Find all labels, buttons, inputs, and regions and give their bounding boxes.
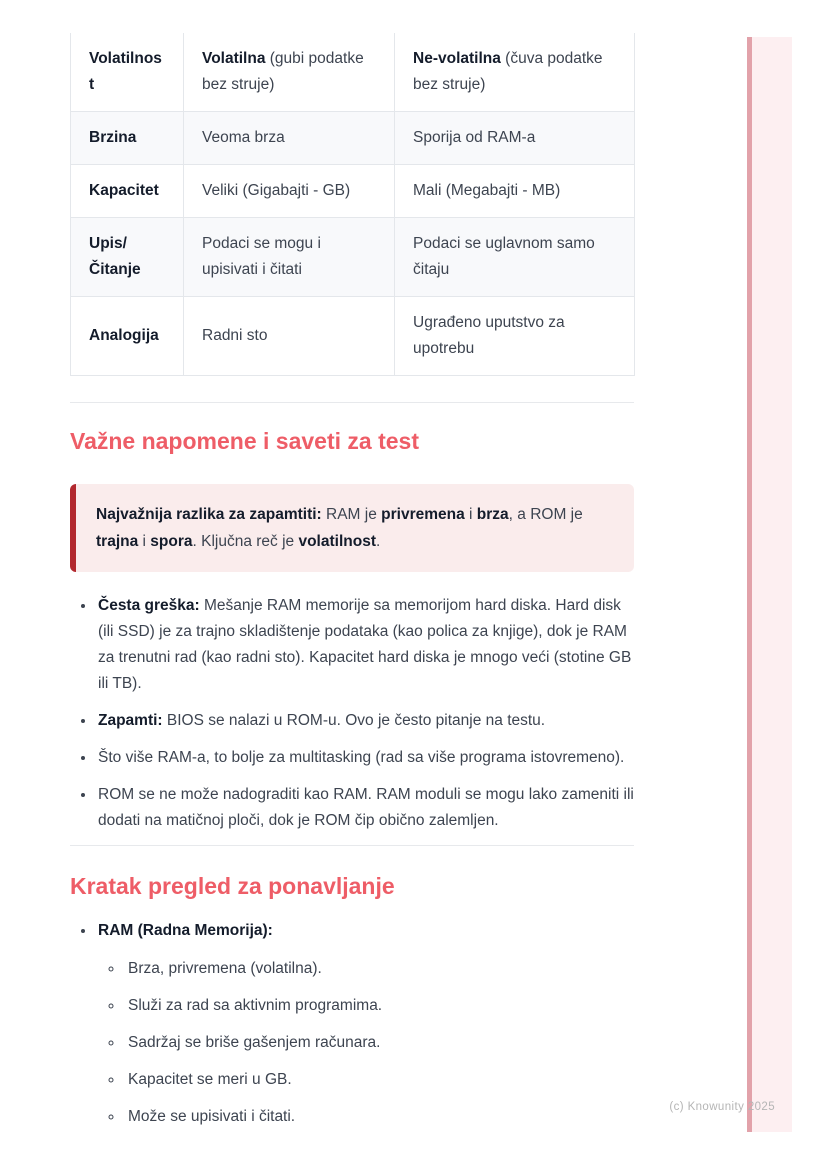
notes-list (70, 593, 634, 834)
ram-cell: Veoma brza (184, 112, 395, 165)
feature-cell: Brzina (71, 112, 184, 165)
summary-item-label: RAM (Radna Memorija): (98, 922, 273, 939)
feature-cell: Volatilnost (71, 33, 184, 112)
summary-item (96, 918, 634, 1130)
ram-cell: Volatilna (gubi podatke bez struje) (184, 33, 395, 112)
note-item: • Zapamti: BIOS se nalazi u ROM-u. Ovo je često pitanje na testu. (96, 708, 634, 734)
note-item: • ROM se ne može nadograditi kao RAM. RAM moduli se mogu lako zameniti ili dodati na matičnoj ploči, dok je ROM čip obično zalemljen. (96, 782, 634, 834)
summary-sublist (98, 956, 634, 1130)
summary-section-heading: Kratak pregled za ponavljanje (70, 873, 395, 899)
rom-cell: Ugrađeno uputstvo za upotrebu (395, 297, 635, 376)
summary-subitem: ◦ Služi za rad sa aktivnim programima. (124, 993, 634, 1019)
summary-list (70, 918, 634, 1130)
edge-strip-fill (752, 37, 792, 1132)
rom-cell: Mali (Megabajti - MB) (395, 165, 635, 218)
ram-cell: Radni sto (184, 297, 395, 376)
feature-cell: Upis/Čitanje (71, 218, 184, 297)
summary-subitem: ◦ Brza, privremena (volatilna). (124, 956, 634, 982)
rom-cell: Sporija od RAM-a (395, 112, 635, 165)
summary-subitem: ◦ Kapacitet se meri u GB. (124, 1067, 634, 1093)
section-divider (70, 845, 634, 846)
table-row (71, 218, 635, 297)
page-edge-decoration (747, 37, 792, 1132)
comparison-table (70, 33, 635, 376)
feature-cell: Kapacitet (71, 165, 184, 218)
table-row (71, 297, 635, 376)
note-item: • Što više RAM-a, to bolje za multitasking (rad sa više programa istovremeno). (96, 745, 634, 771)
callout-text: Najvažnija razlika za zapamtiti: RAM je privremena i brza, a ROM je trajna i spora. Ključna reč je volatilnost. (96, 506, 583, 550)
watermark: (c) Knowunity 2025 (669, 1101, 775, 1113)
summary-subitem: ◦ Može se upisivati i čitati. (124, 1104, 634, 1130)
table-row (71, 112, 635, 165)
notes-section-heading: Važne napomene i saveti za test (70, 428, 419, 454)
ram-cell: Podaci se mogu i upisivati i čitati (184, 218, 395, 297)
note-item: • Česta greška: Mešanje RAM memorije sa memorijom hard diska. Hard disk (ili SSD) je za trajno skladištenje podataka (kao polica za knjige), dok je RAM za trenutni rad (kao radni sto). Kapacitet hard diska je mnogo veći (stotine GB ili TB). (96, 593, 634, 697)
section-divider (70, 402, 634, 403)
summary-subitem: ◦ Sadržaj se briše gašenjem računara. (124, 1030, 634, 1056)
rom-cell: Podaci se uglavnom samo čitaju (395, 218, 635, 297)
ram-cell: Veliki (Gigabajti - GB) (184, 165, 395, 218)
key-takeaway-callout (70, 484, 634, 572)
table-row (71, 165, 635, 218)
document-page (70, 0, 634, 1141)
rom-cell: Ne-volatilna (čuva podatke bez struje) (395, 33, 635, 112)
feature-cell: Analogija (71, 297, 184, 376)
table-row (71, 33, 635, 112)
